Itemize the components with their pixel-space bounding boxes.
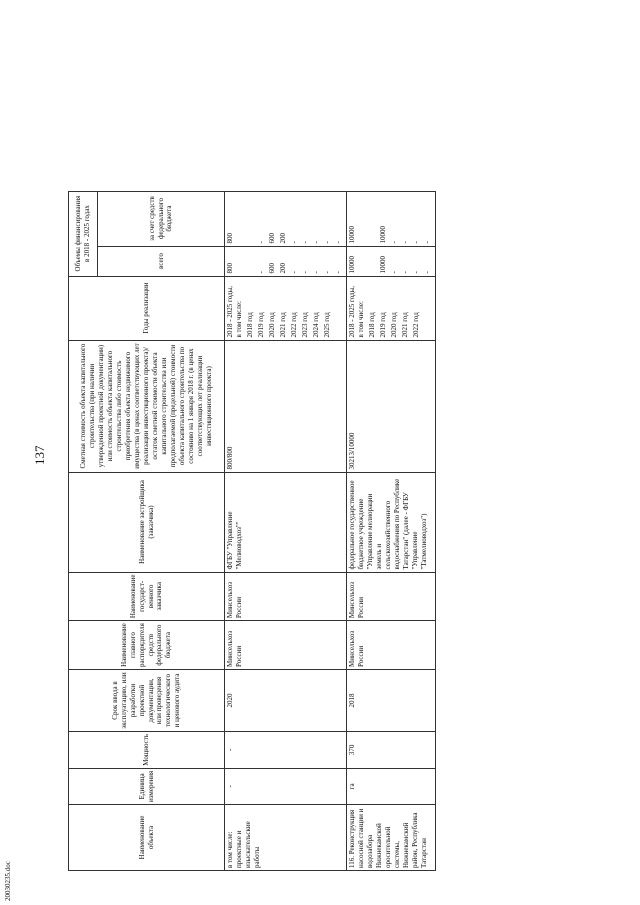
row-years	[225, 276, 347, 340]
header-capacity: Мощность	[69, 732, 225, 769]
document-filename: 20030235.doc	[4, 861, 12, 901]
federal-value: 10000	[348, 226, 356, 244]
row-unit: -	[225, 768, 347, 804]
table-header-row	[69, 191, 98, 870]
year-line: 2024 год	[311, 312, 320, 338]
federal-value: 10000	[379, 226, 387, 244]
total-value: 600	[268, 263, 276, 274]
federal-value: 600	[268, 233, 276, 244]
row-total	[225, 246, 347, 276]
year-line: 2020 год	[389, 312, 398, 338]
total-value: -	[401, 271, 409, 274]
year-line: 2021 год	[278, 312, 287, 338]
row-unit: га	[347, 768, 436, 804]
row-capacity: -	[225, 732, 347, 769]
row-object-name-text: Реконструкция насосной станции и водозабора Нижнекамской оросительной системы, Нижнекамский район, Республика Татарстан	[348, 808, 428, 868]
row-main-manager: Минсельхоз России	[347, 621, 436, 670]
row-developer: ФГБУ "Управление "Мелиоводхоз""	[225, 472, 347, 572]
row-estimate: 800/800	[225, 340, 347, 472]
header-years: Годы реализации	[69, 276, 225, 340]
year-line: 2018 - 2025 годы,	[348, 285, 356, 338]
total-value: 800	[226, 263, 234, 274]
year-line: 2018 год	[245, 312, 254, 338]
total-value	[246, 249, 257, 274]
year-line: 2018 - 2025 годы,	[226, 285, 234, 338]
header-unit: Единица измерения	[69, 768, 225, 804]
row-developer: федеральное государственное бюджетное учреждение "Управление мелиорации земель и сельскохозяйственного водоснабжения по Республике Татарстан" (далее - ФГБУ "Управление "Татмелиоводхоз")	[347, 472, 436, 572]
federal-value: -	[401, 241, 409, 244]
row-capacity: 370	[347, 732, 436, 769]
header-customer: Наименование государст-венного заказчика	[69, 572, 225, 621]
page-number: 137	[32, 445, 47, 465]
total-value: -	[412, 271, 420, 274]
row-customer: Минсельхоз России	[225, 572, 347, 621]
federal-value: -	[290, 241, 298, 244]
header-estimate: Сметная стоимость объекта капитального строительства (при наличии утвержденной проектной документации) или стоимость объекта капитального строительства либо стоимость приобретения объекта недвижимого имущества (в ценах соответствующих лет реализации инвестиционного проекта)/ остаток сметной стоимости объекта капитального строительства или предполагаемой (предельной) стоимости объекта капитального строительства по состоянию на 1 января 2018 г. (в ценах соответствующих лет реализации инвестиционного проекта)	[69, 340, 225, 472]
federal-value: -	[323, 241, 331, 244]
federal-value: -	[312, 241, 320, 244]
header-object-name: Наименование объекта	[69, 805, 225, 871]
total-value: -	[423, 271, 431, 274]
row-commission: 2020	[225, 670, 347, 732]
year-line: 2019 год	[256, 312, 265, 338]
federal-value: -	[412, 241, 420, 244]
total-value: -	[301, 271, 309, 274]
header-main-manager: Наименование главного распорядителя средств федерального бюджета	[69, 621, 225, 670]
row-total	[347, 246, 436, 276]
year-line: 2022 год	[289, 312, 298, 338]
row-object-name: в том числе: проектные и изыскательские работы	[225, 805, 347, 871]
header-total: всего	[98, 246, 225, 276]
row-federal	[347, 191, 436, 246]
year-line: 2020 год	[267, 312, 276, 338]
row-main-manager: Минсельхоз России	[225, 621, 347, 670]
federal-value: -	[257, 241, 265, 244]
year-line: 2023 год	[300, 312, 309, 338]
table-row	[225, 191, 347, 870]
row-estimate: 30213/10000	[347, 340, 436, 472]
header-federal: за счет средств федерального бюджета	[98, 191, 225, 246]
federal-value: -	[334, 241, 342, 244]
federal-value	[246, 194, 257, 244]
federal-value: 200	[279, 233, 287, 244]
federal-value	[368, 194, 379, 244]
total-value: -	[323, 271, 331, 274]
total-value: 10000	[348, 256, 356, 274]
header-financing: Объемы финансирования в 2018 - 2025 годах	[69, 191, 98, 276]
year-line: 2019 год	[378, 312, 387, 338]
row-number: 116.	[348, 856, 356, 868]
year-line: 2022 год	[411, 312, 420, 338]
row-federal	[225, 191, 347, 246]
table-row	[347, 191, 436, 870]
year-line: в том числе:	[356, 301, 365, 338]
total-value: 10000	[379, 256, 387, 274]
total-value: -	[334, 271, 342, 274]
total-value	[368, 249, 379, 274]
total-value: -	[257, 271, 265, 274]
year-line: 2018 год	[367, 312, 376, 338]
investment-table	[68, 191, 436, 871]
row-object-name	[347, 805, 436, 871]
header-commission: Срок ввода в эксплуатацию, или разработки проектной документации, или проведения технологического и ценового аудита	[69, 670, 225, 732]
year-line: 2021 год	[400, 312, 409, 338]
federal-value: 800	[226, 233, 234, 244]
header-developer: Наименование застройщика (заказчика)	[69, 472, 225, 572]
row-years	[347, 276, 436, 340]
row-customer: Минсельхоз России	[347, 572, 436, 621]
row-commission: 2018	[347, 670, 436, 732]
year-line: в том числе:	[234, 301, 243, 338]
total-value: -	[290, 271, 298, 274]
federal-value: -	[301, 241, 309, 244]
total-value: -	[312, 271, 320, 274]
federal-value: -	[423, 241, 431, 244]
total-value: -	[390, 271, 398, 274]
total-value: 200	[279, 263, 287, 274]
year-line: 2025 год	[322, 312, 331, 338]
federal-value: -	[390, 241, 398, 244]
